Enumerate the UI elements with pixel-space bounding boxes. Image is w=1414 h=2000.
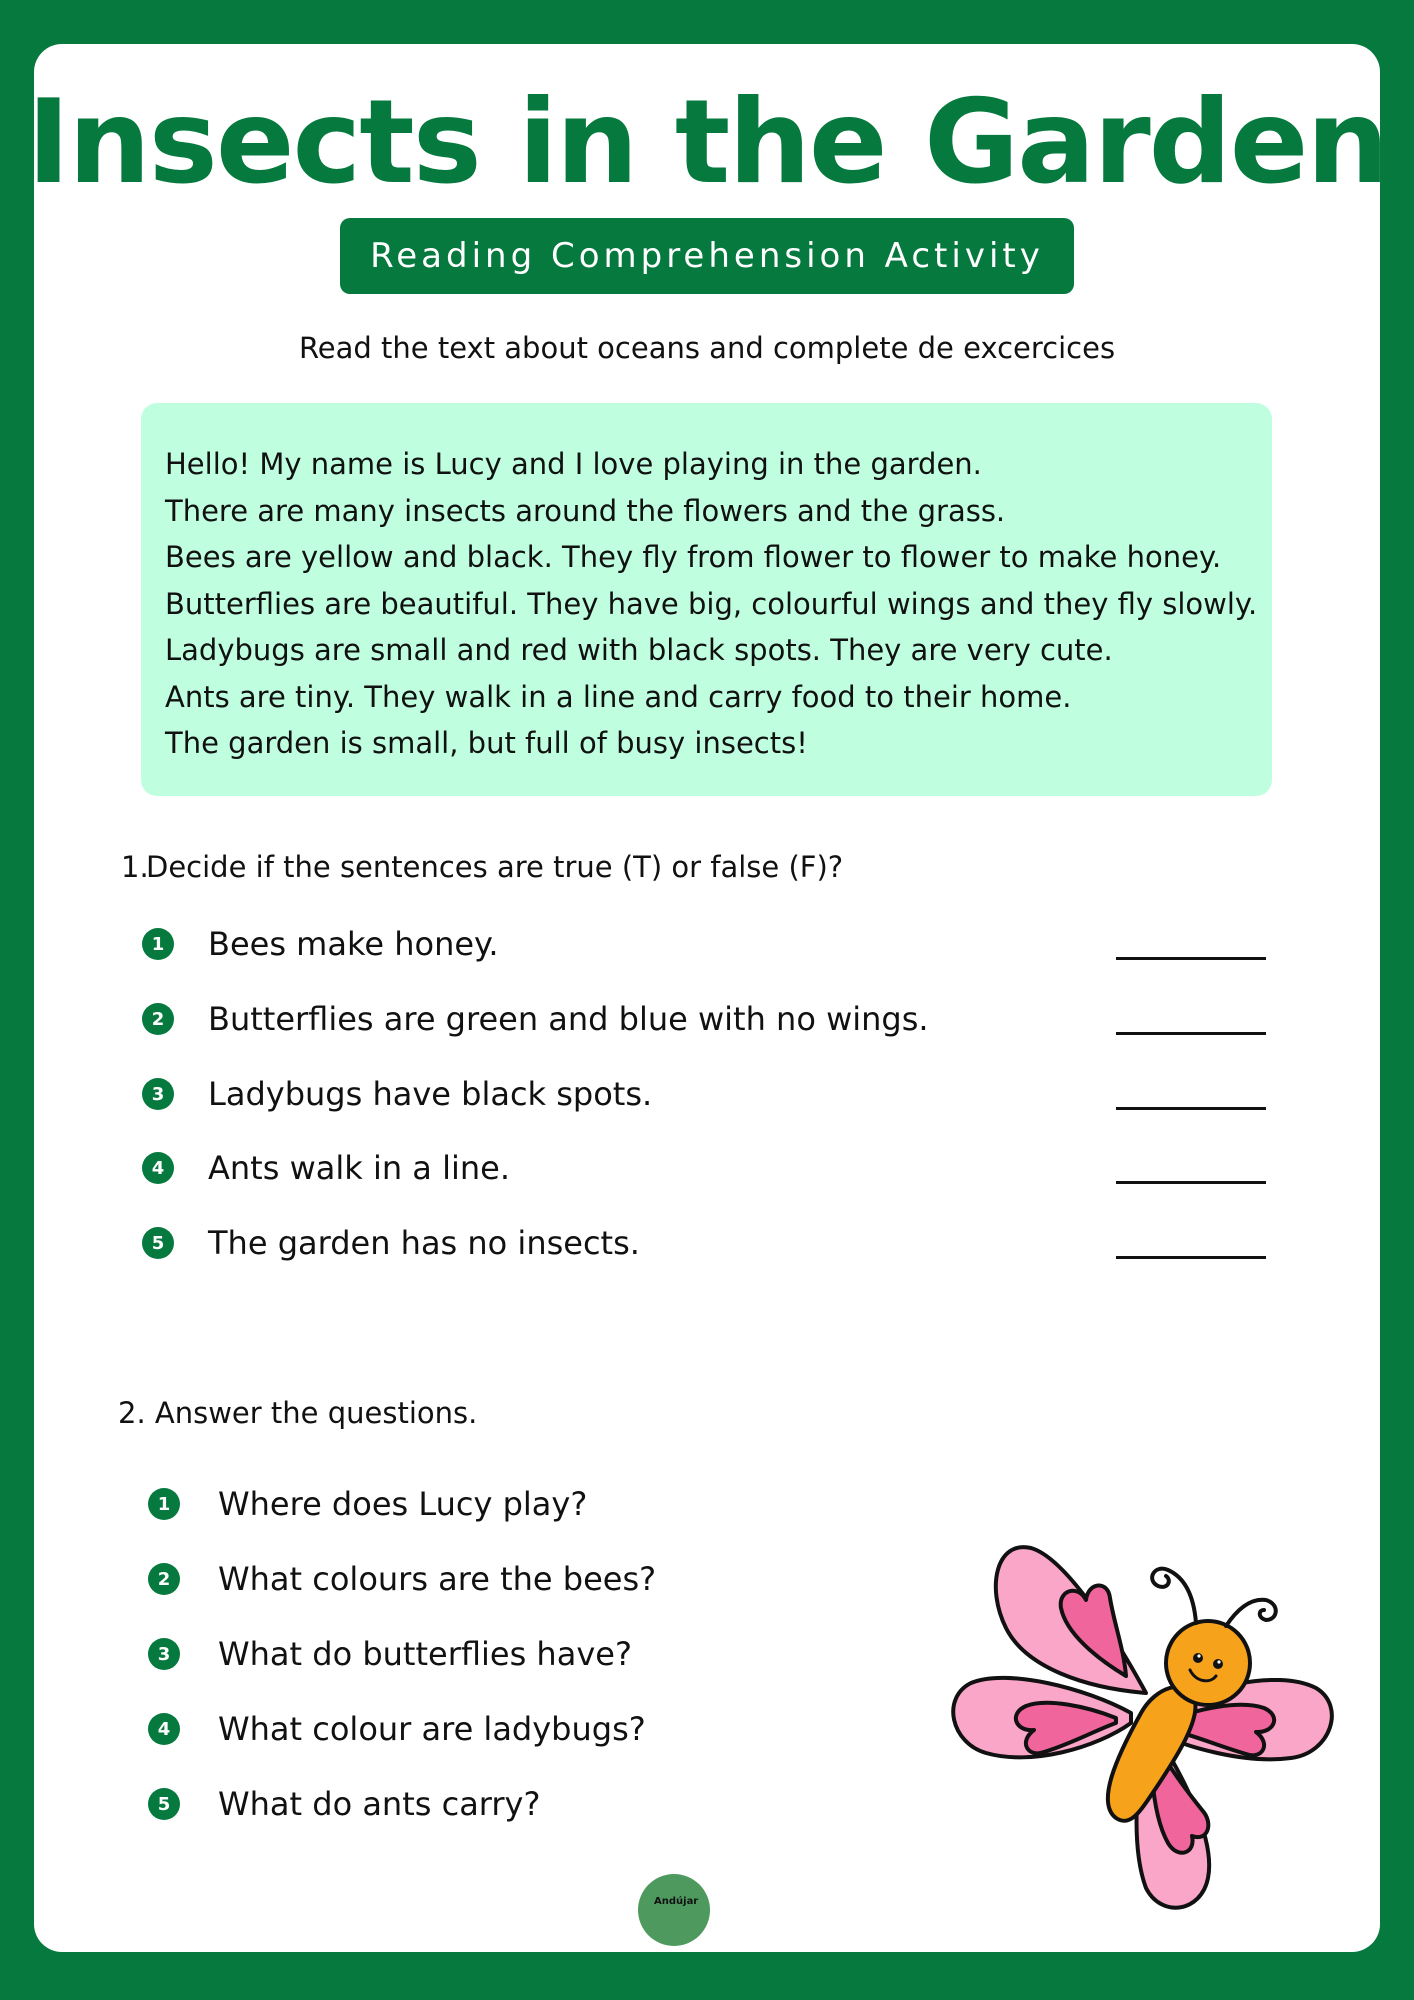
item-number-badge: 5 — [148, 1788, 180, 1820]
true-false-item — [142, 1143, 510, 1193]
statement-text: The garden has no insects. — [208, 1224, 640, 1262]
statement-text: Butterflies are green and blue with no wings. — [208, 1000, 929, 1038]
item-number-badge: 4 — [148, 1713, 180, 1745]
instructions-text: Read the text about oceans and complete de excercices — [298, 331, 1116, 365]
school-logo-icon — [638, 1874, 710, 1946]
question-text: Where does Lucy play? — [218, 1485, 588, 1523]
item-number-badge: 3 — [142, 1078, 174, 1110]
reading-line: Butterflies are beautiful. They have big, colourful wings and they fly slowly. — [165, 586, 1258, 621]
item-number-badge: 2 — [142, 1003, 174, 1035]
logo-text: Andújar — [654, 1896, 699, 1907]
true-false-heading — [121, 847, 843, 887]
true-false-item — [142, 1069, 652, 1119]
section-heading-text: Decide if the sentences are true (T) or false (F)? — [146, 850, 844, 884]
answer-blank[interactable] — [1116, 1256, 1266, 1259]
item-number-badge: 1 — [148, 1488, 180, 1520]
question-item — [148, 1629, 632, 1679]
section-number: 1. — [121, 850, 149, 884]
statement-text: Bees make honey. — [208, 925, 499, 963]
answer-blank[interactable] — [1116, 957, 1266, 960]
subtitle-badge: Reading Comprehension Activity — [340, 218, 1074, 294]
question-item — [148, 1779, 540, 1829]
reading-line: Ladybugs are small and red with black spots. They are very cute. — [165, 633, 1113, 667]
page-title: Insects in the Garden — [27, 75, 1387, 210]
item-number-badge: 3 — [148, 1638, 180, 1670]
true-false-item — [142, 1218, 640, 1268]
butterfly-illustration — [946, 1518, 1346, 1918]
true-false-item — [142, 994, 929, 1044]
question-item — [148, 1479, 587, 1529]
statement-text: Ants walk in a line. — [208, 1149, 510, 1187]
item-number-badge: 1 — [142, 928, 174, 960]
answer-blank[interactable] — [1116, 1181, 1266, 1184]
reading-line: There are many insects around the flowers and the grass. — [165, 493, 1006, 528]
question-item — [148, 1704, 646, 1754]
statement-text: Ladybugs have black spots. — [208, 1075, 653, 1113]
answer-blank[interactable] — [1116, 1107, 1266, 1110]
item-number-badge: 2 — [148, 1563, 180, 1595]
questions-heading: 2. Answer the questions. — [118, 1396, 478, 1430]
reading-passage-box — [141, 403, 1272, 796]
answer-blank[interactable] — [1116, 1032, 1266, 1035]
item-number-badge: 5 — [142, 1227, 174, 1259]
reading-line: The garden is small, but full of busy insects! — [165, 726, 808, 760]
reading-line: Bees are yellow and black. They fly from flower to flower to make honey. — [165, 540, 1222, 574]
item-number-badge: 4 — [142, 1152, 174, 1184]
question-text: What colours are the bees? — [218, 1560, 657, 1598]
true-false-item — [142, 919, 499, 969]
reading-line: Hello! My name is Lucy and I love playing in the garden. — [165, 447, 982, 481]
question-text: What do ants carry? — [218, 1785, 541, 1823]
reading-line: Ants are tiny. They walk in a line and carry food to their home. — [165, 679, 1072, 714]
question-item — [148, 1554, 656, 1604]
question-text: What colour are ladybugs? — [218, 1710, 646, 1748]
question-text: What do butterflies have? — [218, 1635, 632, 1673]
